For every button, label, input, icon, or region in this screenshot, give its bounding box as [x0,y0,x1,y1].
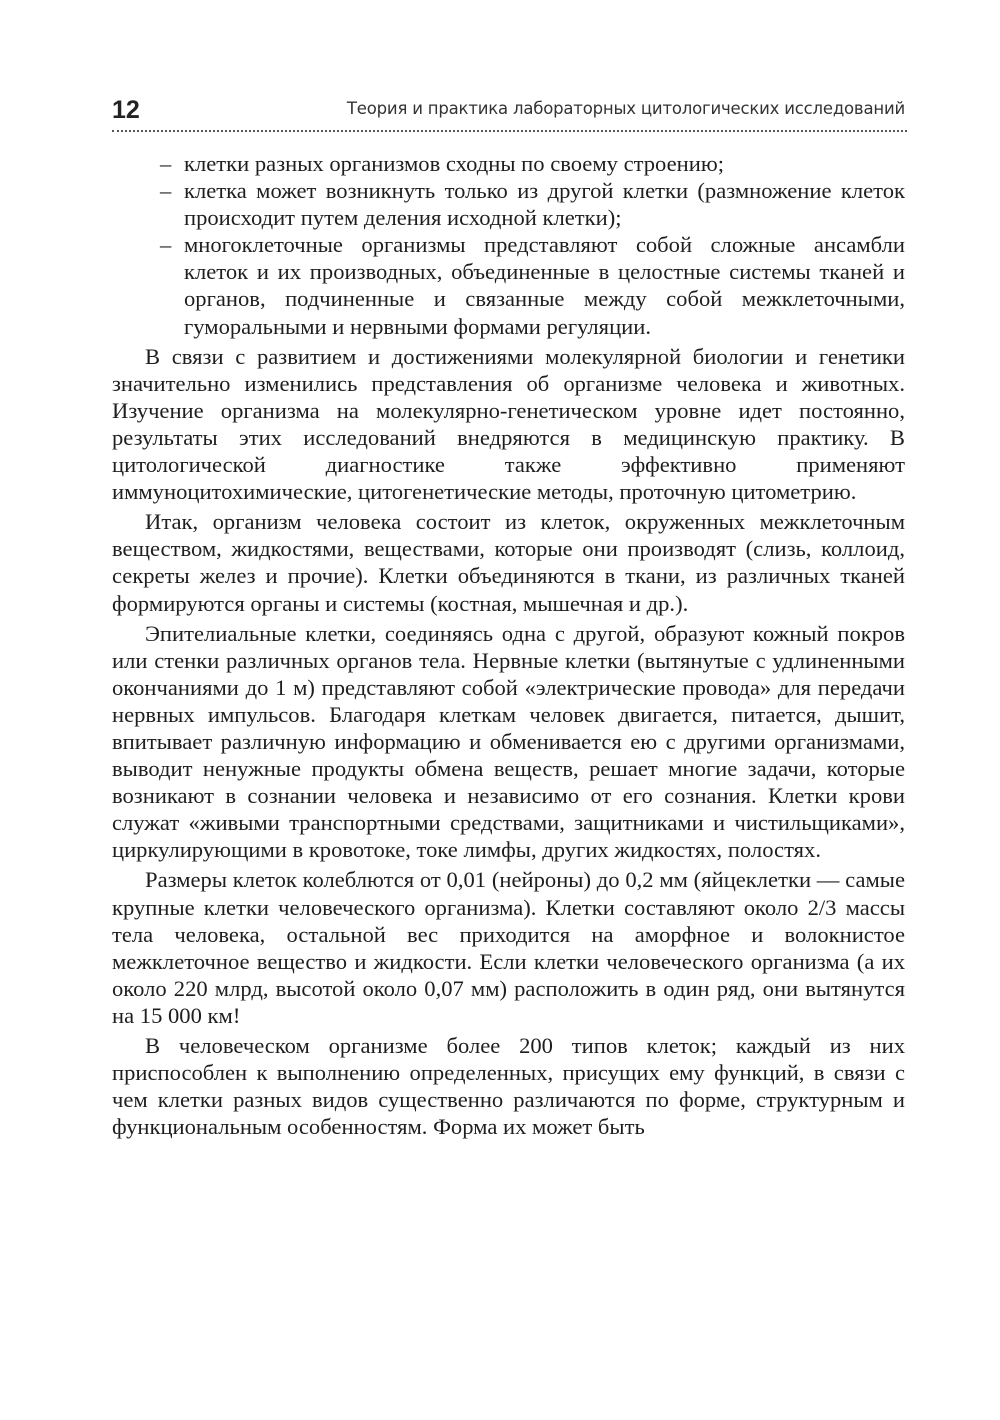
bullet-list [112,150,905,340]
bullet-dash: – [160,151,172,176]
running-title: Теория и практика лабораторных цитологических исследований [346,99,905,118]
list-item [112,150,905,177]
list-item [112,177,905,231]
paragraph-cell-functions: Эпителиальные клетки, соединяясь одна с другой, образуют кожный покров или стенки различных органов тела. Нервные клетки (вытянутые с удлиненными окончаниями до 1 м) представляют собой «электрические провода» для передачи нервных импульсов. Благодаря клеткам человек двигается, питается, дышит, впитывает различную информацию и обменивается ею с другими организмами, выводит ненужные продукты обмена веществ, решает многие задачи, которые возникают в сознании человека и независимо от его сознания. Клетки крови служат «живыми транспортными средствами, защитниками и чистильщиками», циркулирующими в кровотоке, токе лимфы, других жидкостях, полостях. [112,620,905,863]
paragraph-cell-types: В человеческом организме более 200 типов клеток; каждый из них приспособлен к выполнению определенных, присущих ему функций, в связи с чем клетки разных видов существенно различаются по форме, структурным и функциональным особенностям. Форма их может быть [112,1033,905,1140]
list-item-text: клетка может возникнуть только из другой клетки (размножение клеток происходит путем деления исходной клетки); [184,178,905,231]
paragraph-cell-sizes: Размеры клеток колеблются от 0,01 (нейроны) до 0,2 мм (яйцеклетки — самые крупные клетки человеческого организма). Клетки составляют около 2/3 массы тела человека, остальной вес приходится на аморфное и волокнистое межклеточное вещество и жидкости. Если клетки человеческого организма (а их около 220 млрд, высотой около 0,07 мм) расположить в один ряд, они вытянутся на 15 000 км! [112,867,905,1028]
page-body [112,150,905,1143]
paragraph-molecular-biology: В связи с развитием и достижениями молекулярной биологии и генетики значительно изменились представления об организме человека и животных. Изучение организма на молекулярно-генетическом уровне идет постоянно, результаты этих исследований внедряются в медицинскую практику. В цитологической диагностике также эффективно применяют иммуноцитохимические, цитогенетические методы, проточную цитометрию. [112,343,905,505]
paragraph-organism-composition: Итак, организм человека состоит из клеток, окруженных межклеточным веществом, жидкостями, веществами, которые они производят (слизь, коллоид, секреты желез и прочие). Клетки объединяются в ткани, из различных тканей формируются органы и системы (костная, мышечная и др.). [112,509,905,616]
list-item-text: клетки разных организмов сходны по своему строению; [184,151,724,176]
list-item [112,231,905,339]
bullet-dash: – [160,178,172,204]
list-item-text: многоклеточные организмы представляют собой сложные ансамбли клеток и их производных, объединенные в целостные системы тканей и органов, подчиненные и связанные между собой межклеточными, гуморальными и нервными формами регуляции. [184,232,905,339]
page-header [112,92,907,128]
page-number: 12 [112,96,140,124]
bullet-dash: – [160,232,172,258]
header-divider [112,130,907,132]
